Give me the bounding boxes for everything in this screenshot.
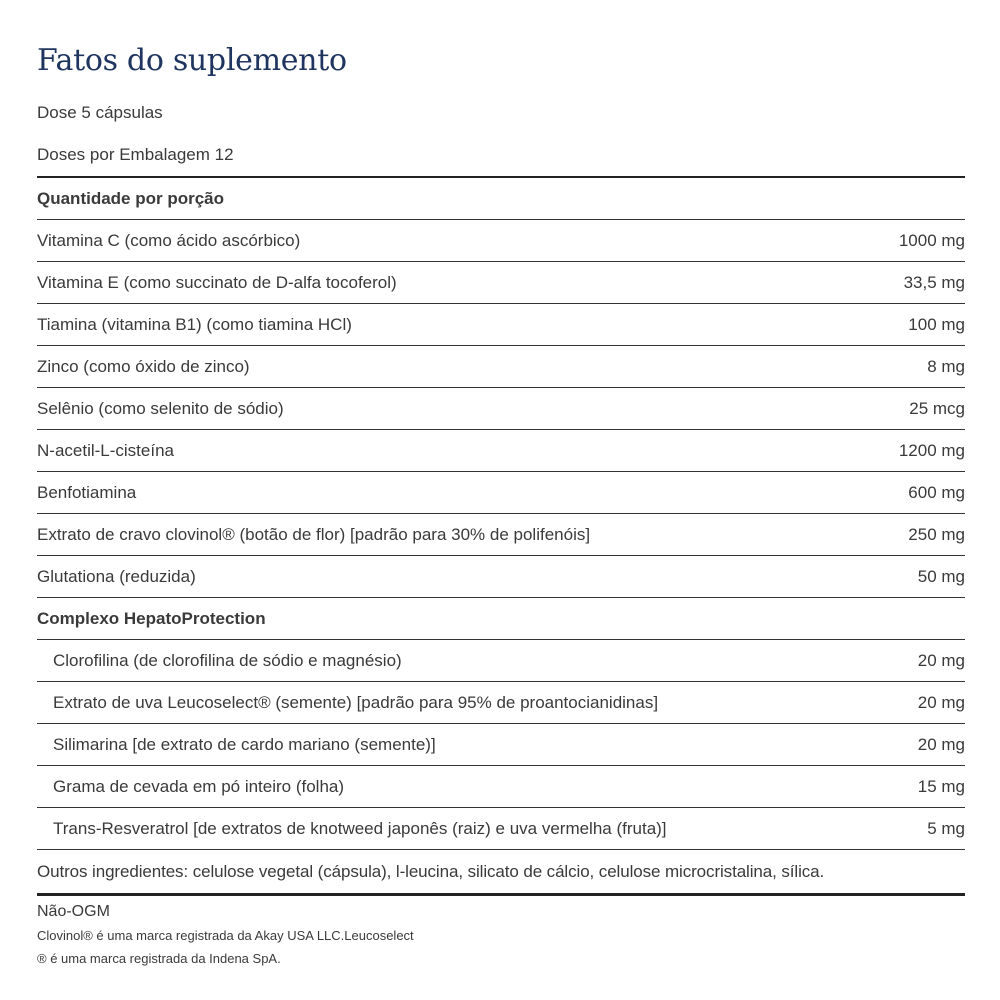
serving-size: Dose 5 cápsulas (37, 103, 163, 122)
ingredient-name: Grama de cevada em pó inteiro (folha) (53, 776, 345, 796)
ingredient-name: Glutationa (reduzida) (37, 566, 196, 586)
ingredient-name: Extrato de uva Leucoselect® (semente) [padrão para 95% de proantocianidinas] (53, 692, 659, 712)
ingredient-amount: 50 mg (917, 566, 965, 586)
table-row (37, 766, 965, 808)
ingredient-name: Vitamina E (como succinato de D-alfa tocoferol) (37, 272, 397, 292)
ingredient-name: Tiamina (vitamina B1) (como tiamina HCl) (37, 314, 352, 334)
other-ingredients: Outros ingredientes: celulose vegetal (cápsula), l-leucina, silicato de cálcio, celulose microcristalina, sílica. (37, 850, 965, 896)
ingredient-name: N-acetil-L-cisteína (37, 440, 174, 460)
ingredient-name: Silimarina [de extrato de cardo mariano (semente)] (53, 734, 436, 754)
table-row (37, 220, 965, 262)
ingredient-amount: 20 mg (917, 734, 965, 754)
table-row (37, 472, 965, 514)
ingredient-name: Benfotiamina (37, 482, 137, 502)
page-title: Fatos do suplemento (37, 43, 347, 78)
table-row (37, 556, 965, 598)
nutrient-table (37, 176, 965, 850)
section-label: Complexo HepatoProtection (37, 608, 266, 628)
ingredient-amount: 600 mg (908, 482, 965, 502)
ingredient-amount: 20 mg (917, 650, 965, 670)
ingredient-amount: 15 mg (917, 776, 965, 796)
table-row (37, 808, 965, 850)
ingredient-name: Zinco (como óxido de zinco) (37, 356, 250, 376)
ingredient-amount: 100 mg (908, 314, 965, 334)
ingredient-amount: 33,5 mg (903, 272, 965, 292)
table-row (37, 724, 965, 766)
ingredient-name: Vitamina C (como ácido ascórbico) (37, 230, 301, 250)
non-gmo-label: Não-OGM (37, 903, 110, 920)
table-row (37, 388, 965, 430)
complex-header (37, 598, 965, 640)
table-row (37, 430, 965, 472)
amount-per-serving-header (37, 178, 965, 220)
trademark-note: Clovinol® é uma marca registrada da Akay USA LLC.Leucoselect (37, 928, 414, 943)
table-row (37, 304, 965, 346)
ingredient-amount: 5 mg (927, 818, 965, 838)
ingredient-amount: 25 mcg (909, 398, 965, 418)
ingredient-amount: 8 mg (927, 356, 965, 376)
supplement-facts-panel (37, 30, 965, 970)
ingredient-amount: 1200 mg (898, 440, 965, 460)
ingredient-name: Extrato de cravo clovinol® (botão de flor) [padrão para 30% de polifenóis] (37, 524, 591, 544)
table-row (37, 262, 965, 304)
trademark-note: ® é uma marca registrada da Indena SpA. (37, 951, 281, 966)
table-row (37, 640, 965, 682)
ingredient-name: Clorofilina (de clorofilina de sódio e magnésio) (53, 650, 402, 670)
table-row (37, 514, 965, 556)
ingredient-name: Trans-Resveratrol [de extratos de knotweed japonês (raiz) e uva vermelha (fruta)] (53, 818, 667, 838)
section-label: Quantidade por porção (37, 188, 225, 208)
ingredient-name: Selênio (como selenito de sódio) (37, 398, 284, 418)
ingredient-amount: 250 mg (908, 524, 965, 544)
ingredient-amount: 1000 mg (898, 230, 965, 250)
ingredient-amount: 20 mg (917, 692, 965, 712)
servings-per-container: Doses por Embalagem 12 (37, 145, 234, 164)
table-row (37, 346, 965, 388)
table-row (37, 682, 965, 724)
